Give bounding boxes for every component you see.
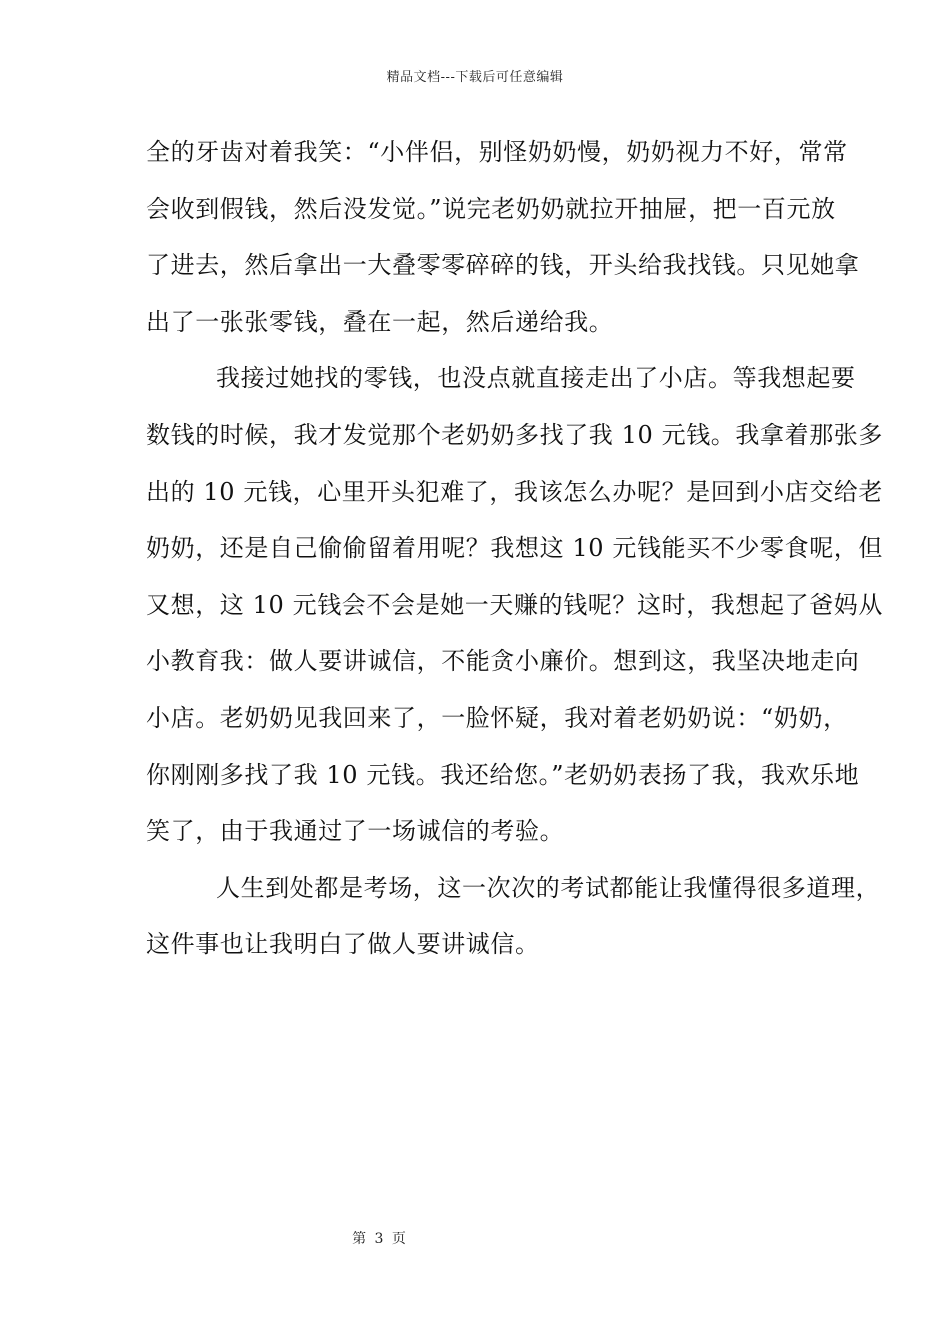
text-line: 数钱的时候，我才发觉那个老奶奶多找了我 10 元钱。我拿着那张多 xyxy=(146,420,883,449)
page-number: 第 3 页 xyxy=(352,1231,408,1247)
text-line: 出的 10 元钱，心里开头犯难了，我该怎么办呢？是回到小店交给老 xyxy=(146,477,883,506)
text-line: 笑了，由于我通过了一场诚信的考验。 xyxy=(146,817,565,846)
text-line: 小教育我：做人要讲诚信，不能贪小廉价。想到这，我坚决地走向 xyxy=(146,647,860,676)
text-line: 全的牙齿对着我笑：“小伴侣，别怪奶奶慢，奶奶视力不好，常常 xyxy=(146,138,848,166)
text-line: 小店。老奶奶见我回来了，一脸怀疑，我对着老奶奶说：“奶奶， xyxy=(146,703,848,732)
text-line: 又想，这 10 元钱会不会是她一天赚的钱呢？这时，我想起了爸妈从 xyxy=(146,590,883,619)
page-header: 精品文档---下载后可任意编辑 xyxy=(386,70,564,85)
paragraph-start-line: 我接过她找的零钱，也没点就直接走出了小店。等我想起要 xyxy=(216,364,856,393)
paragraph-start-line: 人生到处都是考场，这一次次的考试都能让我懂得很多道理， xyxy=(216,873,881,902)
text-line: 奶奶，还是自己偷偷留着用呢？我想这 10 元钱能买不少零食呢，但 xyxy=(146,534,883,563)
text-line: 你刚刚多找了我 10 元钱。我还给您。”老奶奶表扬了我，我欢乐地 xyxy=(146,760,860,789)
text-line: 了进去，然后拿出一大叠零零碎碎的钱，开头给我找钱。只见她拿 xyxy=(146,251,860,280)
text-line: 会收到假钱，然后没发觉。”说完老奶奶就拉开抽屉，把一百元放 xyxy=(146,194,836,223)
document-body xyxy=(146,128,883,977)
text-line: 这件事也让我明白了做人要讲诚信。 xyxy=(146,930,540,959)
text-line: 出了一张张零钱，叠在一起，然后递给我。 xyxy=(146,307,614,336)
